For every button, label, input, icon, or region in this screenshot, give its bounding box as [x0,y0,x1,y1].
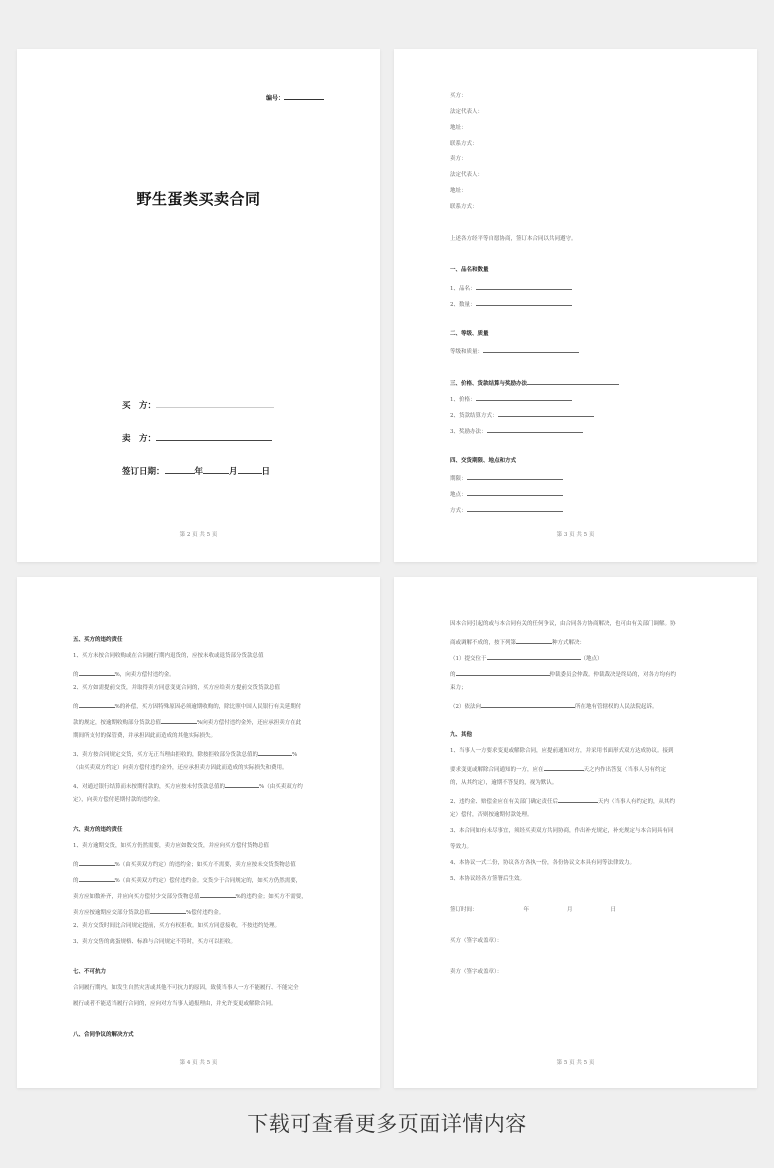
seller-signature-field: 卖方（签字或盖章）： [450,969,503,975]
page-number: 第 4 页 共 5 页 [179,1060,218,1066]
paragraph-line: 卖方应如数补齐，并应向买方偿付少交部分货物总值 %的违约金；如买方不需要， [73,891,307,901]
contract-number-blank [284,99,324,100]
paragraph-line: 2、买方如需提前交货，并取得卖方同意变更合同的，买方应给卖方提前交货货款总值 [73,685,281,691]
section-6-heading: 六、卖方的违约责任 [73,827,123,833]
paragraph-line: 款的规定，按逾期收购部分货款总值 %向卖方偿付违约金外，还应承担卖方在此 [73,717,301,727]
paragraph-line: 1、卖方逾期交货，如买方仍然需要，卖方应如数交货，并应向买方偿付货物总值 [73,843,270,849]
seller-contact-label: 联系方式： [450,204,478,210]
buyer-blank [156,399,274,408]
document-page-5 [394,577,757,1088]
document-page-2 [17,49,380,562]
day-blank [238,465,262,474]
paragraph-line: 要求变更或解除合同通知的一方，应在 天之内作出答复（当事人另有约定 [450,764,666,774]
paragraph-line: 定），向卖方偿付延期付款的违约金。 [73,797,164,803]
download-more-prompt[interactable]: 下载可查看更多页面详情内容 [247,1112,527,1136]
paragraph-line: 卖方应按逾期应交部分货款总值 %偿付违约金。 [73,907,224,917]
buyer-representative-label: 法定代表人： [450,109,484,115]
section-5-heading: 五、买方的违约责任 [73,637,123,643]
month-label: 月 [229,467,238,477]
paragraph-line: 1、当事人一方要求变更或解除合同，应提前通知对方，并采用书面形式双方达成协议。接到 [450,748,674,754]
buyer-signature-field: 买方（签字或盖章）： [450,938,503,944]
sign-date-field [122,465,270,477]
paragraph-line: 的 %（由买卖双方约定）的违约金；如买方不需要，卖方应按未交货货物总值 [73,859,296,869]
section-9-heading: 九、其他 [450,732,473,738]
sign-date-label: 签订日期： [122,467,165,477]
paragraph-line: 期间所支付的保管费，并承担因此而造成的其他实际损失。 [73,733,217,739]
paragraph-line: 履行或者不能适当履行合同的，应向对方当事人通报理由，并允许变更或解除合同。 [73,1001,277,1007]
paragraph-line: 1、买方未按合同收购或在合同履行期内退货的，应按未收或退货部分货款总值 [73,653,264,659]
section-2-heading: 二、等级、质量 [450,331,489,337]
paragraph-line: 2、违约金、赔偿金应在有关部门确定责任后 天内（当事人有约定的，从其约 [450,796,675,806]
price-field: 1、价格： [450,394,572,404]
paragraph-line: 因本合同引起的或与本合同有关的任何争议，由合同各方协商解决，也可由有关部门调解。协 [450,621,676,627]
paragraph-line: 的 %，向卖方偿付违约金。 [73,669,175,679]
delivery-method-field: 方式： [450,505,563,515]
day-label: 日 [261,467,271,477]
paragraph-line: 2、卖方交货时间比合同规定提前，买方有权拒收。如买方同意接收，不按违约处理。 [73,923,281,929]
page-number: 第 5 页 共 5 页 [556,1060,595,1066]
document-page-3 [394,49,757,562]
month-blank [203,465,229,474]
buyer-address-label: 地址： [450,125,467,131]
seller-label: 卖 方： [122,434,157,444]
paragraph-line: 商或调解不成的，按下列第 种方式解决： [450,637,585,647]
buyer-label: 买方： [450,93,467,99]
paragraph-line: （由买卖双方约定）向卖方偿付违约金外，还应承担卖方因此而造成的实际损失和费用。 [73,765,288,771]
paragraph-line: 3、卖方按合同规定交货，买方无正当理由拒收的，除按拒收部分货款总值的 % [73,749,297,759]
seller-address-label: 地址： [450,188,467,194]
year-label: 年 [194,467,204,477]
grade-quality-field: 等级和质量： [450,346,579,356]
paragraph-line: （2）依法向 所在地有管辖权的人民法院起诉。 [450,701,658,711]
paragraph-line: 3、本合同如有未尽事宜，须经买卖双方共同协商，作出补充规定，补充规定与本合同具有同 [450,828,674,834]
paragraph-line: 等效力。 [450,844,473,850]
paragraph-line: 的 %的补偿，买方因特殊原因必须逾期收购的，除比照中国人民银行有关延期付 [73,701,301,711]
paragraph-line: 3、卖方交售的禽蛋规格、标准与合同规定不符时，买方可以拒收。 [73,939,237,945]
section-3-heading: 三、价格、货款结算与奖励办法 [450,378,619,388]
paragraph-line: 的，从其约定），逾期不答复的，视为默认。 [450,780,558,786]
page-number: 第 2 页 共 5 页 [179,532,218,538]
paragraph-line: 定）偿付，否则按逾期付款处理。 [450,812,533,818]
paragraph-line: 合同履行期内，如发生自然灾害或其他不可抗力的原因，致使当事人一方不能履行、不能完全 [73,985,299,991]
seller-field [122,432,272,444]
intro-text: 上述各方经平等自愿协商，签订本合同以共同遵守。 [450,236,577,242]
paragraph-line: 的 仲裁委员会仲裁。仲裁裁决是终局的，对各方均有约 [450,669,676,679]
year-blank [165,465,195,474]
paragraph-line: 束力； [450,685,467,691]
paragraph-line: 4、对通过银行结算而未按期付款的，买方应按未付货款总值的 %（由买卖双方约 [73,781,303,791]
delivery-period-field: 期限： [450,473,563,483]
reward-method-field: 3、奖励办法： [450,426,583,436]
section-4-heading: 四、交货期限、地点和方式 [450,458,517,464]
buyer-field [122,399,274,411]
seller-label: 卖方： [450,156,467,162]
contract-title: 野生蛋类买卖合同 [136,190,261,208]
settlement-method-field: 2、货款结算方式： [450,410,594,420]
buyer-label: 买 方： [122,401,157,411]
quantity-field: 2、数量： [450,299,572,309]
section-8-heading: 八、合同争议的解决方式 [73,1032,134,1038]
page-number: 第 3 页 共 5 页 [556,532,595,538]
seller-representative-label: 法定代表人： [450,172,484,178]
product-name-field: 1、品名： [450,283,572,293]
contract-number-field [266,93,324,102]
paragraph-line: 的 %（由买卖双方约定）偿付违约金。交货少于合同规定的，如买方仍然需要， [73,875,301,885]
paragraph-line: 5、本协议经各方签署后生效。 [450,876,526,882]
section-1-heading: 一、品名和数量 [450,267,489,273]
contract-number-label: 编号： [265,95,284,102]
delivery-place-field: 地点： [450,489,563,499]
paragraph-line: （1）提交位于 （地点） [450,653,603,663]
document-page-4 [17,577,380,1088]
sign-time-field: 签订时间： 年 月 日 [450,907,617,913]
section-7-heading: 七、不可抗力 [73,969,107,975]
seller-blank [156,432,272,441]
buyer-contact-label: 联系方式： [450,141,478,147]
paragraph-line: 4、本协议一式二份，协议各方各执一份，各份协议文本具有同等法律效力。 [450,860,636,866]
